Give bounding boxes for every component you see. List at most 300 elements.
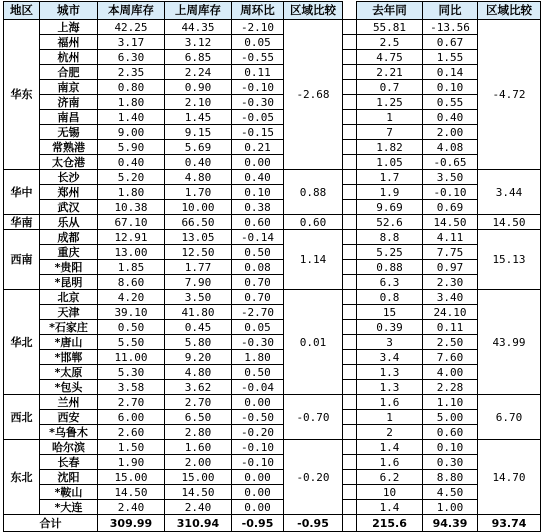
header-cell: 去年同 [357, 2, 423, 20]
last-week-cell: 9.20 [165, 350, 232, 365]
last-year-cell: 2.5 [357, 35, 423, 50]
wow-cell: 0.05 [232, 35, 284, 50]
yoy-cell: 7.60 [423, 350, 478, 365]
last-year-cell: 15 [357, 305, 423, 320]
gap-cell [343, 95, 357, 110]
inventory-table [3, 1, 541, 532]
last-year-cell: 1 [357, 410, 423, 425]
last-week-cell: 1.77 [165, 260, 232, 275]
wow-cell: 0.00 [232, 155, 284, 170]
last-year-cell: 1.3 [357, 365, 423, 380]
this-week-cell: 2.40 [98, 500, 165, 515]
gap-cell [343, 50, 357, 65]
header-cell: 城市 [40, 2, 98, 20]
gap-cell [343, 470, 357, 485]
city-cell: 常熟港 [40, 140, 98, 155]
last-week-cell: 14.50 [165, 485, 232, 500]
wow-cell: -0.10 [232, 455, 284, 470]
last-week-cell: 15.00 [165, 470, 232, 485]
table-row [4, 380, 541, 395]
table-row [4, 320, 541, 335]
this-week-cell: 5.50 [98, 335, 165, 350]
city-cell: 太仓港 [40, 155, 98, 170]
this-week-cell: 3.17 [98, 35, 165, 50]
city-cell: *大连 [40, 500, 98, 515]
yoy-cell: 5.00 [423, 410, 478, 425]
city-cell: 乐从 [40, 215, 98, 230]
table-row [4, 200, 541, 215]
gap-cell [343, 245, 357, 260]
region-yoy-compare-cell: 14.70 [478, 440, 541, 515]
last-week-cell: 1.70 [165, 185, 232, 200]
gap-cell [343, 410, 357, 425]
last-week-cell: 5.69 [165, 140, 232, 155]
region-compare-cell: 0.88 [284, 170, 343, 215]
last-year-cell: 1.82 [357, 140, 423, 155]
last-year-cell: 3.4 [357, 350, 423, 365]
last-year-cell: 55.81 [357, 20, 423, 35]
last-year-cell: 0.7 [357, 80, 423, 95]
wow-cell: -0.04 [232, 380, 284, 395]
table-row [4, 350, 541, 365]
total-row [4, 515, 541, 532]
last-week-cell: 44.35 [165, 20, 232, 35]
city-cell: 北京 [40, 290, 98, 305]
yoy-cell: 0.10 [423, 440, 478, 455]
region-cell: 华中 [4, 170, 40, 215]
last-year-cell: 0.8 [357, 290, 423, 305]
last-week-cell: 7.90 [165, 275, 232, 290]
last-week-cell: 0.90 [165, 80, 232, 95]
region-cell: 华北 [4, 290, 40, 395]
city-cell: 福州 [40, 35, 98, 50]
table-row [4, 35, 541, 50]
table-row [4, 215, 541, 230]
region-yoy-compare-cell: 3.44 [478, 170, 541, 215]
last-year-cell: 10 [357, 485, 423, 500]
gap-cell [343, 380, 357, 395]
table-row [4, 185, 541, 200]
last-week-cell: 3.62 [165, 380, 232, 395]
yoy-cell: 8.80 [423, 470, 478, 485]
table-row [4, 170, 541, 185]
city-cell: *昆明 [40, 275, 98, 290]
last-year-cell: 2.21 [357, 65, 423, 80]
gap-cell [343, 110, 357, 125]
gap-cell [343, 185, 357, 200]
last-year-cell: 7 [357, 125, 423, 140]
this-week-cell: 9.00 [98, 125, 165, 140]
last-year-cell: 1.05 [357, 155, 423, 170]
yoy-cell: 1.55 [423, 50, 478, 65]
yoy-cell: 4.00 [423, 365, 478, 380]
yoy-cell: 0.67 [423, 35, 478, 50]
region-cell: 华东 [4, 20, 40, 170]
table-row [4, 20, 541, 35]
city-cell: 济南 [40, 95, 98, 110]
gap-cell [343, 230, 357, 245]
table-row [4, 485, 541, 500]
city-cell: *太原 [40, 365, 98, 380]
region-yoy-compare-cell: 15.13 [478, 230, 541, 290]
this-week-cell: 6.00 [98, 410, 165, 425]
last-week-cell: 2.40 [165, 500, 232, 515]
this-week-cell: 0.40 [98, 155, 165, 170]
header-row [4, 2, 541, 20]
last-week-cell: 2.00 [165, 455, 232, 470]
yoy-cell: 3.40 [423, 290, 478, 305]
table-row [4, 260, 541, 275]
city-cell: 哈尔滨 [40, 440, 98, 455]
this-week-cell: 2.70 [98, 395, 165, 410]
gap-cell [343, 275, 357, 290]
gap-cell [343, 455, 357, 470]
region-cell: 华南 [4, 215, 40, 230]
header-cell: 周环比 [232, 2, 284, 20]
yoy-cell: 0.11 [423, 320, 478, 335]
table-row [4, 140, 541, 155]
city-cell: 南京 [40, 80, 98, 95]
last-year-cell: 1.3 [357, 380, 423, 395]
table-row [4, 305, 541, 320]
yoy-cell: 0.40 [423, 110, 478, 125]
yoy-cell: 2.50 [423, 335, 478, 350]
last-week-cell: 10.00 [165, 200, 232, 215]
gap-cell [343, 65, 357, 80]
gap-cell [343, 485, 357, 500]
last-week-cell: 66.50 [165, 215, 232, 230]
last-year-cell: 1.6 [357, 455, 423, 470]
this-week-cell: 2.35 [98, 65, 165, 80]
yoy-cell: 4.50 [423, 485, 478, 500]
last-week-cell: 41.80 [165, 305, 232, 320]
region-compare-cell: -2.68 [284, 20, 343, 170]
last-year-cell: 1.7 [357, 170, 423, 185]
header-cell [343, 2, 357, 20]
table-row [4, 335, 541, 350]
table-row [4, 395, 541, 410]
city-cell: 重庆 [40, 245, 98, 260]
last-week-cell: 12.50 [165, 245, 232, 260]
yoy-cell: 2.28 [423, 380, 478, 395]
total-wow: -0.95 [232, 515, 284, 532]
total-yoy: 94.39 [423, 515, 478, 532]
gap-cell [343, 155, 357, 170]
this-week-cell: 5.20 [98, 170, 165, 185]
yoy-cell: 0.30 [423, 455, 478, 470]
this-week-cell: 42.25 [98, 20, 165, 35]
region-yoy-compare-cell: -4.72 [478, 20, 541, 170]
gap-cell [343, 20, 357, 35]
region-yoy-compare-cell: 6.70 [478, 395, 541, 440]
gap-cell [343, 140, 357, 155]
gap-cell [343, 200, 357, 215]
table-row [4, 125, 541, 140]
wow-cell: 0.11 [232, 65, 284, 80]
table-row [4, 95, 541, 110]
wow-cell: 0.00 [232, 500, 284, 515]
last-week-cell: 0.40 [165, 155, 232, 170]
last-week-cell: 2.80 [165, 425, 232, 440]
this-week-cell: 14.50 [98, 485, 165, 500]
this-week-cell: 1.85 [98, 260, 165, 275]
yoy-cell: 0.55 [423, 95, 478, 110]
last-year-cell: 2 [357, 425, 423, 440]
yoy-cell: 4.08 [423, 140, 478, 155]
table-row [4, 290, 541, 305]
last-year-cell: 1 [357, 110, 423, 125]
last-year-cell: 1.25 [357, 95, 423, 110]
this-week-cell: 11.00 [98, 350, 165, 365]
last-year-cell: 1.9 [357, 185, 423, 200]
gap-cell [343, 365, 357, 380]
gap-cell [343, 125, 357, 140]
gap-cell [343, 260, 357, 275]
this-week-cell: 3.58 [98, 380, 165, 395]
wow-cell: 0.21 [232, 140, 284, 155]
last-year-cell: 1.4 [357, 440, 423, 455]
gap-cell [343, 35, 357, 50]
region-compare-cell: 1.14 [284, 230, 343, 290]
gap-cell [343, 305, 357, 320]
last-week-cell: 9.15 [165, 125, 232, 140]
yoy-cell: 2.30 [423, 275, 478, 290]
last-year-cell: 9.69 [357, 200, 423, 215]
table-row [4, 155, 541, 170]
table-row [4, 80, 541, 95]
wow-cell: 0.08 [232, 260, 284, 275]
city-cell: *石家庄 [40, 320, 98, 335]
region-compare-cell: 0.60 [284, 215, 343, 230]
yoy-cell: 0.69 [423, 200, 478, 215]
yoy-cell: 0.14 [423, 65, 478, 80]
last-year-cell: 52.6 [357, 215, 423, 230]
city-cell: 沈阳 [40, 470, 98, 485]
wow-cell: -0.14 [232, 230, 284, 245]
city-cell: 西安 [40, 410, 98, 425]
last-week-cell: 1.60 [165, 440, 232, 455]
yoy-cell: 4.11 [423, 230, 478, 245]
region-cell: 西南 [4, 230, 40, 290]
wow-cell: -0.10 [232, 80, 284, 95]
table-row [4, 275, 541, 290]
this-week-cell: 1.40 [98, 110, 165, 125]
table-row [4, 230, 541, 245]
this-week-cell: 10.38 [98, 200, 165, 215]
wow-cell: -2.70 [232, 305, 284, 320]
city-cell: 合肥 [40, 65, 98, 80]
last-week-cell: 2.10 [165, 95, 232, 110]
gap-cell [343, 320, 357, 335]
city-cell: 兰州 [40, 395, 98, 410]
this-week-cell: 1.90 [98, 455, 165, 470]
city-cell: 天津 [40, 305, 98, 320]
yoy-cell: 1.10 [423, 395, 478, 410]
this-week-cell: 15.00 [98, 470, 165, 485]
header-cell: 区域比较 [284, 2, 343, 20]
last-year-cell: 1.4 [357, 500, 423, 515]
gap-cell [343, 80, 357, 95]
wow-cell: 0.40 [232, 170, 284, 185]
this-week-cell: 12.91 [98, 230, 165, 245]
table-row [4, 65, 541, 80]
this-week-cell: 1.80 [98, 185, 165, 200]
wow-cell: 0.00 [232, 395, 284, 410]
city-cell: *鞍山 [40, 485, 98, 500]
this-week-cell: 13.00 [98, 245, 165, 260]
table-row [4, 110, 541, 125]
total-yoy-compare: 93.74 [478, 515, 541, 532]
wow-cell: 0.70 [232, 290, 284, 305]
yoy-cell: 0.60 [423, 425, 478, 440]
this-week-cell: 0.50 [98, 320, 165, 335]
wow-cell: -0.20 [232, 425, 284, 440]
header-cell: 地区 [4, 2, 40, 20]
table-row [4, 440, 541, 455]
gap-cell [343, 170, 357, 185]
total-compare: -0.95 [284, 515, 343, 532]
last-week-cell: 4.80 [165, 365, 232, 380]
region-yoy-compare-cell: 43.99 [478, 290, 541, 395]
table-row [4, 455, 541, 470]
last-week-cell: 2.70 [165, 395, 232, 410]
wow-cell: -0.10 [232, 440, 284, 455]
last-year-cell: 5.25 [357, 245, 423, 260]
wow-cell: -0.30 [232, 95, 284, 110]
this-week-cell: 1.50 [98, 440, 165, 455]
wow-cell: -0.50 [232, 410, 284, 425]
wow-cell: 0.00 [232, 485, 284, 500]
city-cell: 上海 [40, 20, 98, 35]
city-cell: 郑州 [40, 185, 98, 200]
region-cell: 西北 [4, 395, 40, 440]
table-row [4, 425, 541, 440]
gap-cell [343, 425, 357, 440]
last-week-cell: 13.05 [165, 230, 232, 245]
wow-cell: 0.00 [232, 470, 284, 485]
last-week-cell: 6.50 [165, 410, 232, 425]
table-row [4, 410, 541, 425]
yoy-cell: 0.97 [423, 260, 478, 275]
table-row [4, 500, 541, 515]
last-week-cell: 3.50 [165, 290, 232, 305]
wow-cell: 1.80 [232, 350, 284, 365]
city-cell: *贵阳 [40, 260, 98, 275]
last-year-cell: 6.3 [357, 275, 423, 290]
last-year-cell: 3 [357, 335, 423, 350]
this-week-cell: 2.60 [98, 425, 165, 440]
gap-cell [343, 335, 357, 350]
last-year-cell: 0.88 [357, 260, 423, 275]
this-week-cell: 67.10 [98, 215, 165, 230]
city-cell: 长沙 [40, 170, 98, 185]
wow-cell: -2.10 [232, 20, 284, 35]
gap-cell [343, 215, 357, 230]
total-this-week: 309.99 [98, 515, 165, 532]
this-week-cell: 0.80 [98, 80, 165, 95]
last-week-cell: 6.85 [165, 50, 232, 65]
yoy-cell: -0.65 [423, 155, 478, 170]
city-cell: 无锡 [40, 125, 98, 140]
city-cell: *邯郸 [40, 350, 98, 365]
city-cell: *包头 [40, 380, 98, 395]
city-cell: 长春 [40, 455, 98, 470]
yoy-cell: 0.10 [423, 80, 478, 95]
wow-cell: -0.15 [232, 125, 284, 140]
this-week-cell: 1.80 [98, 95, 165, 110]
last-year-cell: 6.2 [357, 470, 423, 485]
table-row [4, 245, 541, 260]
wow-cell: -0.05 [232, 110, 284, 125]
total-last-week: 310.94 [165, 515, 232, 532]
yoy-cell: 3.50 [423, 170, 478, 185]
last-week-cell: 2.24 [165, 65, 232, 80]
gap-cell [343, 500, 357, 515]
yoy-cell: 24.10 [423, 305, 478, 320]
table-row [4, 365, 541, 380]
wow-cell: 0.50 [232, 365, 284, 380]
wow-cell: 0.10 [232, 185, 284, 200]
wow-cell: -0.55 [232, 50, 284, 65]
last-year-cell: 8.8 [357, 230, 423, 245]
wow-cell: 0.38 [232, 200, 284, 215]
this-week-cell: 39.10 [98, 305, 165, 320]
wow-cell: 0.50 [232, 245, 284, 260]
yoy-cell: 14.50 [423, 215, 478, 230]
wow-cell: 0.70 [232, 275, 284, 290]
yoy-cell: -0.10 [423, 185, 478, 200]
header-cell: 区域比较 [478, 2, 541, 20]
last-year-cell: 1.6 [357, 395, 423, 410]
wow-cell: 0.05 [232, 320, 284, 335]
yoy-cell: 7.75 [423, 245, 478, 260]
yoy-cell: -13.56 [423, 20, 478, 35]
last-week-cell: 4.80 [165, 170, 232, 185]
region-compare-cell: -0.20 [284, 440, 343, 515]
city-cell: *乌鲁木 [40, 425, 98, 440]
header-cell: 同比 [423, 2, 478, 20]
region-yoy-compare-cell: 14.50 [478, 215, 541, 230]
total-label: 合计 [4, 515, 98, 532]
gap-cell [343, 290, 357, 305]
gap-cell [343, 395, 357, 410]
city-cell: 南昌 [40, 110, 98, 125]
table-row [4, 50, 541, 65]
total-last-year: 215.6 [357, 515, 423, 532]
last-year-cell: 4.75 [357, 50, 423, 65]
last-week-cell: 0.45 [165, 320, 232, 335]
city-cell: 武汉 [40, 200, 98, 215]
yoy-cell: 1.00 [423, 500, 478, 515]
gap-cell [343, 350, 357, 365]
gap-cell [343, 515, 357, 532]
wow-cell: 0.60 [232, 215, 284, 230]
this-week-cell: 8.60 [98, 275, 165, 290]
this-week-cell: 4.20 [98, 290, 165, 305]
header-cell: 上周库存 [165, 2, 232, 20]
table-row [4, 470, 541, 485]
wow-cell: -0.30 [232, 335, 284, 350]
header-cell: 本周库存 [98, 2, 165, 20]
gap-cell [343, 440, 357, 455]
region-compare-cell: -0.70 [284, 395, 343, 440]
last-week-cell: 3.12 [165, 35, 232, 50]
this-week-cell: 5.90 [98, 140, 165, 155]
this-week-cell: 6.30 [98, 50, 165, 65]
region-compare-cell: 0.01 [284, 290, 343, 395]
yoy-cell: 2.00 [423, 125, 478, 140]
region-cell: 东北 [4, 440, 40, 515]
